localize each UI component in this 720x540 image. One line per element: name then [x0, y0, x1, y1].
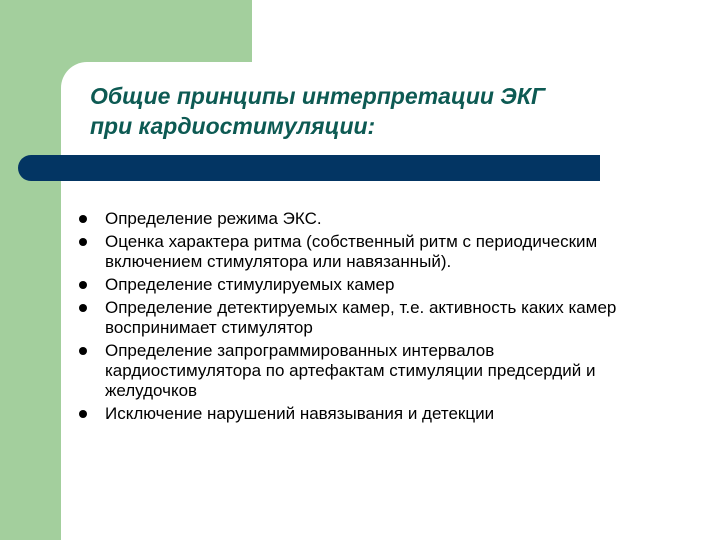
bullet-dot-icon — [79, 281, 87, 289]
bullet-item — [78, 341, 638, 401]
bullet-text: Определение детектируемых камер, т.е. активность каких камер воспринимает стимулятор — [105, 298, 617, 337]
bullet-dot-icon — [79, 215, 87, 223]
bullet-item — [78, 232, 638, 272]
divider-bar — [18, 155, 600, 181]
bullet-text: Исключение нарушений навязывания и детекции — [105, 404, 495, 423]
bullet-item — [78, 298, 638, 338]
title-line-2: при кардиостимуляции: — [90, 113, 376, 139]
title-line-1: Общие принципы интерпретации ЭКГ — [90, 83, 546, 109]
bullet-text: Оценка характера ритма (собственный ритм с периодическим включением стимулятора или навязанный). — [105, 232, 598, 271]
bullet-item — [78, 275, 638, 295]
bullet-dot-icon — [79, 238, 87, 246]
bullet-dot-icon — [79, 347, 87, 355]
bullet-text: Определение режима ЭКС. — [105, 209, 322, 228]
bullet-list — [78, 209, 638, 427]
bullet-text: Определение стимулируемых камер — [105, 275, 395, 294]
bullet-text: Определение запрограммированных интервалов кардиостимулятора по артефактам стимуляции предсердий и желудочков — [105, 341, 596, 400]
bullet-dot-icon — [79, 410, 87, 418]
bullet-dot-icon — [79, 304, 87, 312]
bullet-item — [78, 209, 638, 229]
bullet-item — [78, 404, 638, 424]
slide-title — [90, 81, 690, 141]
